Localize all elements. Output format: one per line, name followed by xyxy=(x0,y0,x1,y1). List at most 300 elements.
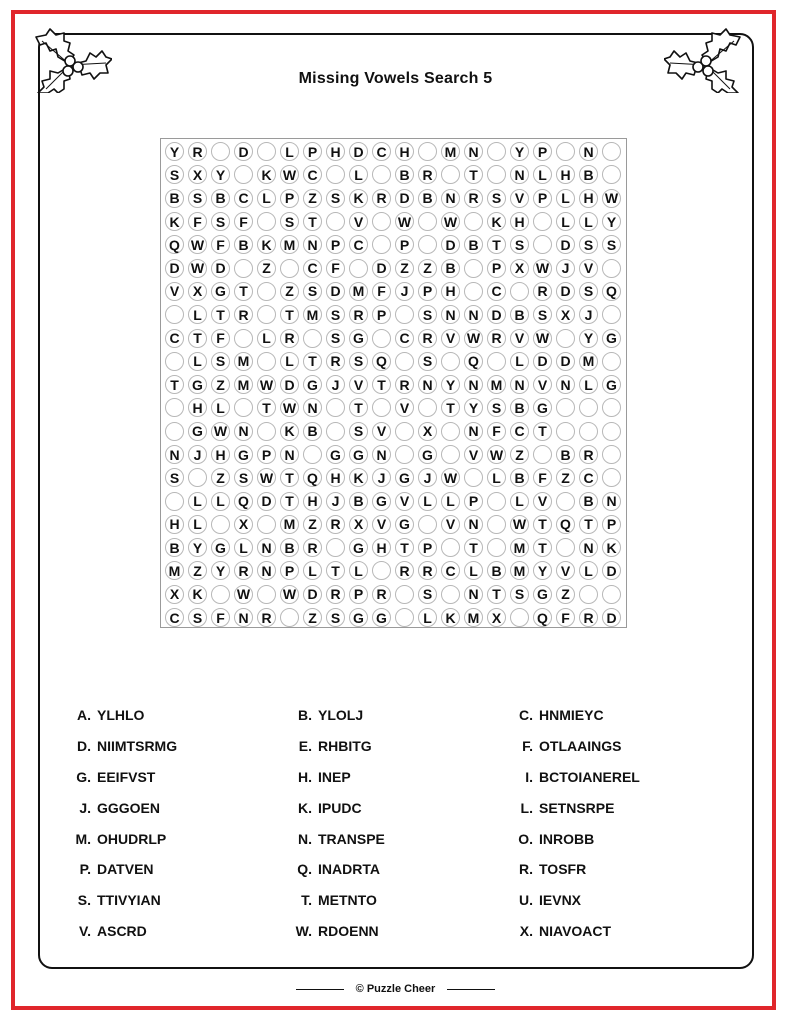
grid-cell[interactable] xyxy=(508,606,531,629)
grid-cell[interactable] xyxy=(554,350,577,373)
grid-cell[interactable] xyxy=(531,350,554,373)
grid-cell[interactable] xyxy=(577,350,600,373)
grid-cell[interactable] xyxy=(186,233,209,256)
grid-cell[interactable] xyxy=(531,420,554,443)
grid-cell[interactable] xyxy=(301,396,324,419)
grid-cell[interactable] xyxy=(232,187,255,210)
grid-cell[interactable] xyxy=(301,536,324,559)
grid-cell[interactable] xyxy=(600,233,623,256)
grid-cell[interactable] xyxy=(600,373,623,396)
grid-cell[interactable] xyxy=(209,583,232,606)
grid-cell[interactable] xyxy=(416,373,439,396)
grid-cell[interactable] xyxy=(278,513,301,536)
grid-cell[interactable] xyxy=(209,163,232,186)
grid-cell[interactable] xyxy=(462,606,485,629)
grid-cell[interactable] xyxy=(278,256,301,279)
grid-cell[interactable] xyxy=(232,303,255,326)
grid-cell[interactable] xyxy=(232,350,255,373)
grid-cell[interactable] xyxy=(324,280,347,303)
grid-cell[interactable] xyxy=(186,443,209,466)
grid-cell[interactable] xyxy=(508,326,531,349)
grid-cell[interactable] xyxy=(347,187,370,210)
grid-cell[interactable] xyxy=(163,489,186,512)
grid-cell[interactable] xyxy=(393,559,416,582)
grid-cell[interactable] xyxy=(439,256,462,279)
grid-cell[interactable] xyxy=(508,303,531,326)
grid-cell[interactable] xyxy=(232,513,255,536)
grid-cell[interactable] xyxy=(439,443,462,466)
grid-cell[interactable] xyxy=(186,280,209,303)
grid-cell[interactable] xyxy=(370,140,393,163)
grid-cell[interactable] xyxy=(255,350,278,373)
grid-cell[interactable] xyxy=(255,536,278,559)
grid-cell[interactable] xyxy=(416,536,439,559)
grid-cell[interactable] xyxy=(255,559,278,582)
grid-cell[interactable] xyxy=(577,163,600,186)
grid-cell[interactable] xyxy=(370,559,393,582)
grid-cell[interactable] xyxy=(554,466,577,489)
grid-cell[interactable] xyxy=(232,443,255,466)
grid-cell[interactable] xyxy=(347,536,370,559)
grid-cell[interactable] xyxy=(531,536,554,559)
grid-cell[interactable] xyxy=(416,163,439,186)
grid-cell[interactable] xyxy=(255,233,278,256)
grid-cell[interactable] xyxy=(232,489,255,512)
grid-cell[interactable] xyxy=(209,559,232,582)
grid-cell[interactable] xyxy=(462,489,485,512)
grid-cell[interactable] xyxy=(416,396,439,419)
grid-cell[interactable] xyxy=(439,420,462,443)
grid-cell[interactable] xyxy=(577,280,600,303)
grid-cell[interactable] xyxy=(554,163,577,186)
grid-cell[interactable] xyxy=(209,303,232,326)
grid-cell[interactable] xyxy=(485,303,508,326)
grid-cell[interactable] xyxy=(324,210,347,233)
grid-cell[interactable] xyxy=(554,489,577,512)
grid-cell[interactable] xyxy=(324,606,347,629)
grid-cell[interactable] xyxy=(370,443,393,466)
grid-cell[interactable] xyxy=(301,583,324,606)
grid-cell[interactable] xyxy=(393,210,416,233)
grid-cell[interactable] xyxy=(324,326,347,349)
grid-cell[interactable] xyxy=(347,233,370,256)
grid-cell[interactable] xyxy=(577,373,600,396)
grid-cell[interactable] xyxy=(255,466,278,489)
grid-cell[interactable] xyxy=(370,303,393,326)
grid-cell[interactable] xyxy=(416,326,439,349)
grid-cell[interactable] xyxy=(554,210,577,233)
grid-cell[interactable] xyxy=(301,163,324,186)
grid-cell[interactable] xyxy=(278,443,301,466)
grid-cell[interactable] xyxy=(554,606,577,629)
grid-cell[interactable] xyxy=(301,280,324,303)
grid-cell[interactable] xyxy=(600,420,623,443)
grid-cell[interactable] xyxy=(600,513,623,536)
grid-cell[interactable] xyxy=(577,489,600,512)
grid-cell[interactable] xyxy=(301,513,324,536)
grid-cell[interactable] xyxy=(393,233,416,256)
grid-cell[interactable] xyxy=(508,513,531,536)
grid-cell[interactable] xyxy=(393,513,416,536)
grid-cell[interactable] xyxy=(577,210,600,233)
grid-cell[interactable] xyxy=(278,233,301,256)
grid-cell[interactable] xyxy=(278,326,301,349)
grid-cell[interactable] xyxy=(324,443,347,466)
grid-cell[interactable] xyxy=(301,443,324,466)
grid-cell[interactable] xyxy=(163,187,186,210)
grid-cell[interactable] xyxy=(255,420,278,443)
grid-cell[interactable] xyxy=(301,326,324,349)
grid-cell[interactable] xyxy=(531,489,554,512)
grid-cell[interactable] xyxy=(508,489,531,512)
grid-cell[interactable] xyxy=(255,326,278,349)
grid-cell[interactable] xyxy=(577,396,600,419)
grid-cell[interactable] xyxy=(255,396,278,419)
grid-cell[interactable] xyxy=(255,303,278,326)
grid-cell[interactable] xyxy=(370,326,393,349)
grid-cell[interactable] xyxy=(577,583,600,606)
grid-cell[interactable] xyxy=(163,233,186,256)
grid-cell[interactable] xyxy=(255,443,278,466)
grid-cell[interactable] xyxy=(209,350,232,373)
grid-cell[interactable] xyxy=(439,187,462,210)
grid-cell[interactable] xyxy=(439,396,462,419)
grid-cell[interactable] xyxy=(393,256,416,279)
grid-cell[interactable] xyxy=(554,396,577,419)
grid-cell[interactable] xyxy=(393,350,416,373)
grid-cell[interactable] xyxy=(370,536,393,559)
grid-cell[interactable] xyxy=(577,559,600,582)
grid-cell[interactable] xyxy=(600,350,623,373)
grid-cell[interactable] xyxy=(186,536,209,559)
grid-cell[interactable] xyxy=(163,163,186,186)
grid-cell[interactable] xyxy=(347,373,370,396)
grid-cell[interactable] xyxy=(186,187,209,210)
grid-cell[interactable] xyxy=(324,559,347,582)
grid-cell[interactable] xyxy=(600,396,623,419)
grid-cell[interactable] xyxy=(255,513,278,536)
grid-cell[interactable] xyxy=(531,396,554,419)
grid-cell[interactable] xyxy=(255,606,278,629)
grid-cell[interactable] xyxy=(232,396,255,419)
grid-cell[interactable] xyxy=(209,140,232,163)
grid-cell[interactable] xyxy=(439,303,462,326)
grid-cell[interactable] xyxy=(393,187,416,210)
grid-cell[interactable] xyxy=(508,443,531,466)
grid-cell[interactable] xyxy=(209,606,232,629)
grid-cell[interactable] xyxy=(393,420,416,443)
grid-cell[interactable] xyxy=(347,420,370,443)
grid-cell[interactable] xyxy=(301,559,324,582)
grid-cell[interactable] xyxy=(416,210,439,233)
grid-cell[interactable] xyxy=(301,420,324,443)
grid-cell[interactable] xyxy=(232,420,255,443)
grid-cell[interactable] xyxy=(577,606,600,629)
grid-cell[interactable] xyxy=(301,210,324,233)
grid-cell[interactable] xyxy=(531,140,554,163)
grid-cell[interactable] xyxy=(324,396,347,419)
grid-cell[interactable] xyxy=(600,256,623,279)
grid-cell[interactable] xyxy=(393,280,416,303)
grid-cell[interactable] xyxy=(577,420,600,443)
grid-cell[interactable] xyxy=(278,373,301,396)
grid-cell[interactable] xyxy=(370,256,393,279)
grid-cell[interactable] xyxy=(577,256,600,279)
grid-cell[interactable] xyxy=(439,489,462,512)
grid-cell[interactable] xyxy=(209,233,232,256)
grid-cell[interactable] xyxy=(508,163,531,186)
grid-cell[interactable] xyxy=(485,350,508,373)
grid-cell[interactable] xyxy=(232,280,255,303)
grid-cell[interactable] xyxy=(370,466,393,489)
grid-cell[interactable] xyxy=(439,606,462,629)
grid-cell[interactable] xyxy=(600,280,623,303)
grid-cell[interactable] xyxy=(393,606,416,629)
grid-cell[interactable] xyxy=(324,466,347,489)
grid-cell[interactable] xyxy=(485,326,508,349)
grid-cell[interactable] xyxy=(255,256,278,279)
grid-cell[interactable] xyxy=(416,466,439,489)
grid-cell[interactable] xyxy=(462,420,485,443)
grid-cell[interactable] xyxy=(255,140,278,163)
grid-cell[interactable] xyxy=(508,559,531,582)
grid-cell[interactable] xyxy=(416,583,439,606)
grid-cell[interactable] xyxy=(577,140,600,163)
grid-cell[interactable] xyxy=(232,559,255,582)
grid-cell[interactable] xyxy=(163,350,186,373)
grid-cell[interactable] xyxy=(301,466,324,489)
grid-cell[interactable] xyxy=(462,373,485,396)
grid-cell[interactable] xyxy=(416,187,439,210)
grid-cell[interactable] xyxy=(209,489,232,512)
grid-cell[interactable] xyxy=(577,466,600,489)
grid-cell[interactable] xyxy=(347,559,370,582)
grid-cell[interactable] xyxy=(508,350,531,373)
grid-cell[interactable] xyxy=(278,350,301,373)
grid-cell[interactable] xyxy=(278,140,301,163)
grid-cell[interactable] xyxy=(600,536,623,559)
grid-cell[interactable] xyxy=(370,606,393,629)
grid-cell[interactable] xyxy=(485,606,508,629)
grid-cell[interactable] xyxy=(508,256,531,279)
grid-cell[interactable] xyxy=(186,140,209,163)
grid-cell[interactable] xyxy=(347,466,370,489)
grid-cell[interactable] xyxy=(324,303,347,326)
grid-cell[interactable] xyxy=(554,326,577,349)
grid-cell[interactable] xyxy=(531,513,554,536)
grid-cell[interactable] xyxy=(600,489,623,512)
grid-cell[interactable] xyxy=(393,583,416,606)
grid-cell[interactable] xyxy=(232,140,255,163)
grid-cell[interactable] xyxy=(439,140,462,163)
grid-cell[interactable] xyxy=(324,187,347,210)
grid-cell[interactable] xyxy=(439,326,462,349)
grid-cell[interactable] xyxy=(416,280,439,303)
grid-cell[interactable] xyxy=(462,233,485,256)
grid-cell[interactable] xyxy=(485,536,508,559)
grid-cell[interactable] xyxy=(186,210,209,233)
grid-cell[interactable] xyxy=(462,210,485,233)
grid-cell[interactable] xyxy=(324,233,347,256)
grid-cell[interactable] xyxy=(439,583,462,606)
grid-cell[interactable] xyxy=(347,303,370,326)
grid-cell[interactable] xyxy=(554,187,577,210)
grid-cell[interactable] xyxy=(163,443,186,466)
grid-cell[interactable] xyxy=(600,466,623,489)
grid-cell[interactable] xyxy=(209,513,232,536)
grid-cell[interactable] xyxy=(232,373,255,396)
grid-cell[interactable] xyxy=(232,256,255,279)
grid-cell[interactable] xyxy=(416,350,439,373)
grid-cell[interactable] xyxy=(531,373,554,396)
grid-cell[interactable] xyxy=(347,513,370,536)
grid-cell[interactable] xyxy=(508,233,531,256)
grid-cell[interactable] xyxy=(163,536,186,559)
grid-cell[interactable] xyxy=(600,210,623,233)
grid-cell[interactable] xyxy=(462,466,485,489)
grid-cell[interactable] xyxy=(416,606,439,629)
grid-cell[interactable] xyxy=(163,326,186,349)
grid-cell[interactable] xyxy=(278,559,301,582)
grid-cell[interactable] xyxy=(209,373,232,396)
grid-cell[interactable] xyxy=(416,489,439,512)
grid-cell[interactable] xyxy=(324,536,347,559)
grid-cell[interactable] xyxy=(485,559,508,582)
grid-cell[interactable] xyxy=(209,536,232,559)
grid-cell[interactable] xyxy=(531,256,554,279)
grid-cell[interactable] xyxy=(186,606,209,629)
grid-cell[interactable] xyxy=(186,489,209,512)
grid-cell[interactable] xyxy=(393,373,416,396)
grid-cell[interactable] xyxy=(163,583,186,606)
grid-cell[interactable] xyxy=(209,443,232,466)
grid-cell[interactable] xyxy=(508,420,531,443)
grid-cell[interactable] xyxy=(370,350,393,373)
grid-cell[interactable] xyxy=(577,187,600,210)
grid-cell[interactable] xyxy=(508,536,531,559)
grid-cell[interactable] xyxy=(531,559,554,582)
grid-cell[interactable] xyxy=(324,256,347,279)
grid-cell[interactable] xyxy=(370,420,393,443)
grid-cell[interactable] xyxy=(278,536,301,559)
grid-cell[interactable] xyxy=(347,489,370,512)
grid-cell[interactable] xyxy=(393,489,416,512)
grid-cell[interactable] xyxy=(416,420,439,443)
grid-cell[interactable] xyxy=(163,513,186,536)
grid-cell[interactable] xyxy=(324,513,347,536)
grid-cell[interactable] xyxy=(531,303,554,326)
grid-cell[interactable] xyxy=(232,233,255,256)
grid-cell[interactable] xyxy=(278,163,301,186)
grid-cell[interactable] xyxy=(347,396,370,419)
grid-cell[interactable] xyxy=(393,163,416,186)
grid-cell[interactable] xyxy=(577,233,600,256)
grid-cell[interactable] xyxy=(531,466,554,489)
grid-cell[interactable] xyxy=(209,466,232,489)
grid-cell[interactable] xyxy=(485,233,508,256)
grid-cell[interactable] xyxy=(209,420,232,443)
grid-cell[interactable] xyxy=(554,373,577,396)
grid-cell[interactable] xyxy=(439,513,462,536)
grid-cell[interactable] xyxy=(600,163,623,186)
grid-cell[interactable] xyxy=(485,443,508,466)
grid-cell[interactable] xyxy=(370,163,393,186)
grid-cell[interactable] xyxy=(393,396,416,419)
grid-cell[interactable] xyxy=(278,606,301,629)
grid-cell[interactable] xyxy=(347,606,370,629)
grid-cell[interactable] xyxy=(531,443,554,466)
grid-cell[interactable] xyxy=(439,163,462,186)
grid-cell[interactable] xyxy=(531,583,554,606)
grid-cell[interactable] xyxy=(163,140,186,163)
grid-cell[interactable] xyxy=(301,350,324,373)
grid-cell[interactable] xyxy=(163,280,186,303)
grid-cell[interactable] xyxy=(393,140,416,163)
grid-cell[interactable] xyxy=(416,140,439,163)
grid-cell[interactable] xyxy=(554,233,577,256)
grid-cell[interactable] xyxy=(370,233,393,256)
grid-cell[interactable] xyxy=(554,536,577,559)
grid-cell[interactable] xyxy=(301,489,324,512)
grid-cell[interactable] xyxy=(416,233,439,256)
grid-cell[interactable] xyxy=(554,140,577,163)
grid-cell[interactable] xyxy=(485,396,508,419)
grid-cell[interactable] xyxy=(600,606,623,629)
grid-cell[interactable] xyxy=(209,187,232,210)
grid-cell[interactable] xyxy=(163,606,186,629)
grid-cell[interactable] xyxy=(255,210,278,233)
grid-cell[interactable] xyxy=(393,443,416,466)
grid-cell[interactable] xyxy=(278,420,301,443)
grid-cell[interactable] xyxy=(485,256,508,279)
grid-cell[interactable] xyxy=(393,466,416,489)
grid-cell[interactable] xyxy=(186,303,209,326)
grid-cell[interactable] xyxy=(508,280,531,303)
grid-cell[interactable] xyxy=(600,140,623,163)
grid-cell[interactable] xyxy=(485,140,508,163)
grid-cell[interactable] xyxy=(577,303,600,326)
grid-cell[interactable] xyxy=(186,583,209,606)
grid-cell[interactable] xyxy=(347,140,370,163)
grid-cell[interactable] xyxy=(301,233,324,256)
grid-cell[interactable] xyxy=(209,280,232,303)
grid-cell[interactable] xyxy=(485,373,508,396)
grid-cell[interactable] xyxy=(186,163,209,186)
grid-cell[interactable] xyxy=(462,140,485,163)
grid-cell[interactable] xyxy=(416,513,439,536)
grid-cell[interactable] xyxy=(439,466,462,489)
grid-cell[interactable] xyxy=(462,326,485,349)
grid-cell[interactable] xyxy=(554,256,577,279)
grid-cell[interactable] xyxy=(439,536,462,559)
grid-cell[interactable] xyxy=(370,280,393,303)
grid-cell[interactable] xyxy=(554,443,577,466)
grid-cell[interactable] xyxy=(416,559,439,582)
grid-cell[interactable] xyxy=(416,443,439,466)
grid-cell[interactable] xyxy=(577,326,600,349)
grid-cell[interactable] xyxy=(531,280,554,303)
grid-cell[interactable] xyxy=(485,513,508,536)
grid-cell[interactable] xyxy=(439,280,462,303)
grid-cell[interactable] xyxy=(347,280,370,303)
grid-cell[interactable] xyxy=(485,187,508,210)
grid-cell[interactable] xyxy=(301,373,324,396)
grid-cell[interactable] xyxy=(278,466,301,489)
grid-cell[interactable] xyxy=(370,489,393,512)
grid-cell[interactable] xyxy=(301,606,324,629)
grid-cell[interactable] xyxy=(600,303,623,326)
grid-cell[interactable] xyxy=(554,513,577,536)
